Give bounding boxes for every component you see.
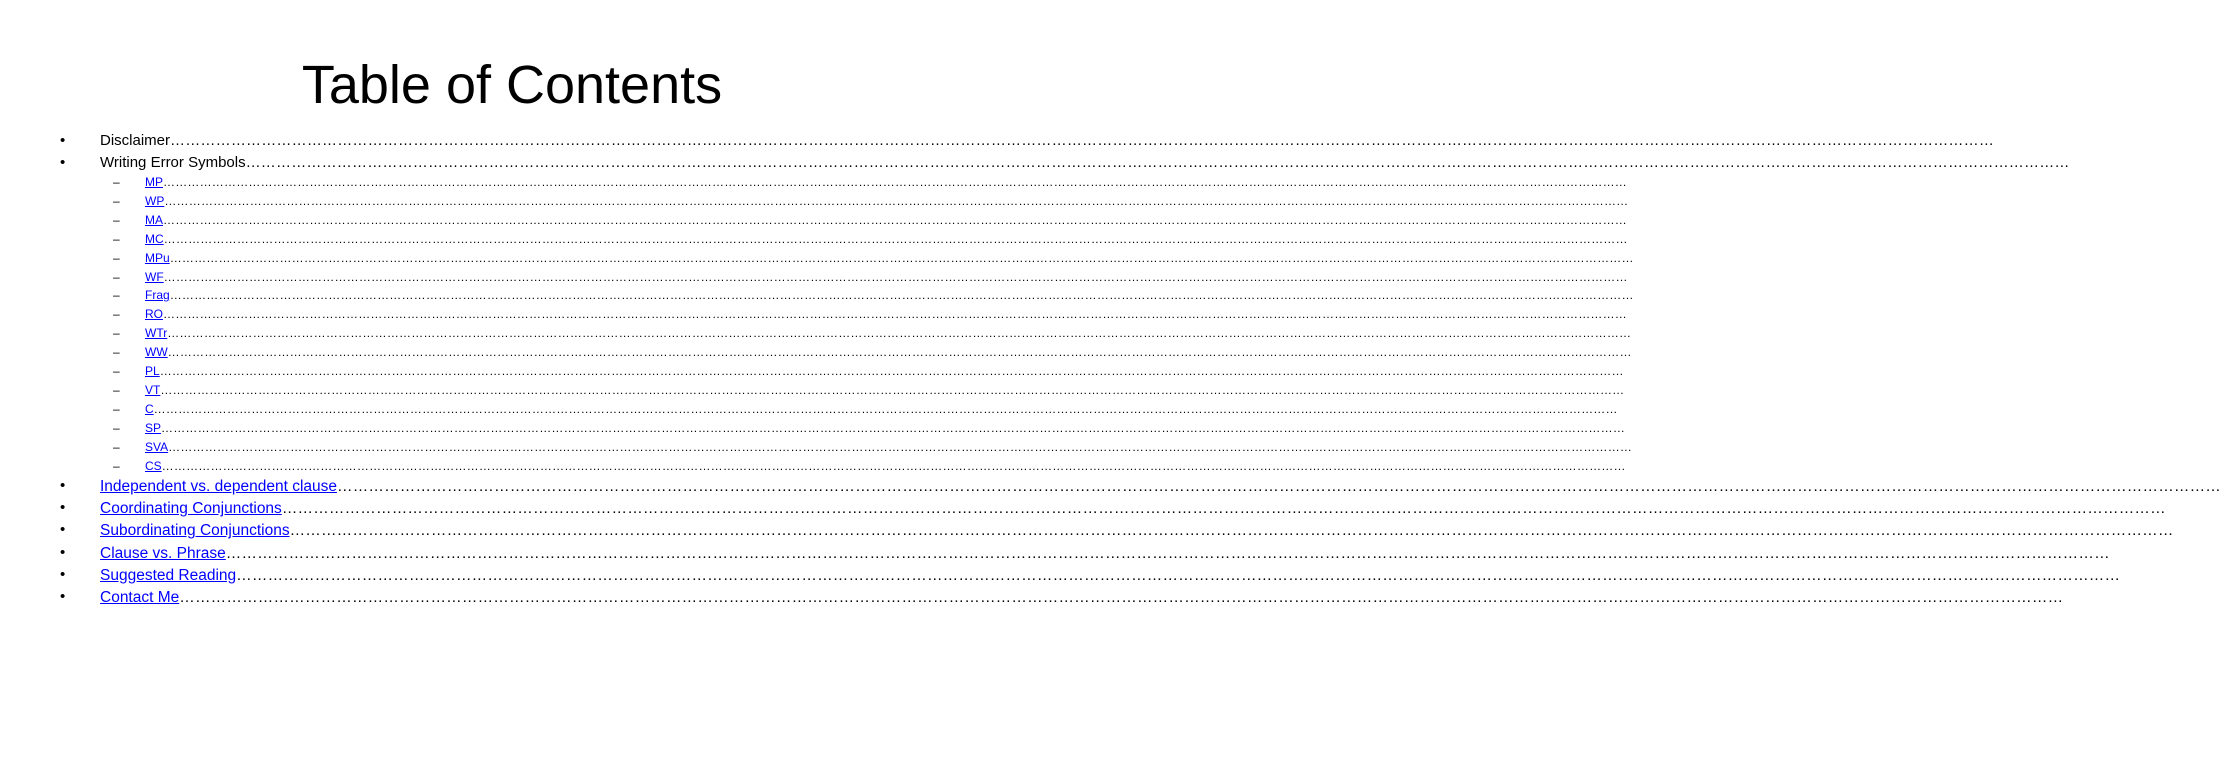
bullet-marker: • — [60, 154, 66, 171]
bullet-marker: • — [60, 543, 66, 561]
toc-entry-writing-error-symbols — [100, 153, 2070, 173]
dash-marker: – — [113, 212, 120, 227]
toc-entry-subordinating-conjunctions[interactable] — [100, 520, 2174, 541]
dot-leader: ……………………………………………………………………………………………………………………………………………………………………………………………………………………………………………………………………………………………………………………………… — [167, 345, 1632, 360]
toc-entry-coordinating-conjunctions[interactable] — [100, 498, 2166, 519]
toc-entry-sva[interactable] — [145, 439, 1633, 456]
toc-entry-label[interactable]: Frag — [145, 288, 170, 303]
toc-entry-mpu[interactable] — [145, 250, 1634, 267]
toc-entry-mp[interactable] — [145, 174, 1627, 191]
dash-marker: – — [113, 326, 120, 341]
toc-entry-label[interactable]: WW — [145, 345, 168, 360]
dash-marker: – — [113, 269, 120, 284]
dash-marker: – — [113, 250, 120, 265]
toc-entry-label: Disclaimer — [100, 132, 171, 149]
dash-marker: – — [113, 175, 120, 189]
toc-entry-label[interactable]: VT — [145, 382, 161, 397]
toc-entry-ww[interactable] — [145, 344, 1632, 361]
toc-entry-label[interactable]: SVA — [145, 439, 169, 454]
dot-leader: ……………………………………………………………………………………………………………………………………………………………………………………………………………………………………………………………………………………………………………………………… — [179, 589, 2064, 606]
toc-entry-ro[interactable] — [145, 306, 1627, 323]
toc-entry-pl[interactable] — [145, 363, 1624, 380]
toc-entry-label[interactable]: RO — [145, 307, 163, 322]
bullet-marker: • — [60, 499, 66, 517]
toc-entry-clause-vs-phrase[interactable] — [100, 543, 2110, 564]
dot-leader: ……………………………………………………………………………………………………………………………………………………………………………………………………………………………………………………………………………………………………………………………… — [163, 175, 1627, 189]
dot-leader: ……………………………………………………………………………………………………………………………………………………………………………………………………………………………………………………………………………………………………………………………… — [164, 193, 1629, 208]
toc-entry-label[interactable]: MP — [145, 175, 163, 189]
dot-leader: ……………………………………………………………………………………………………………………………………………………………………………………………………………………………………………………………………………………………………………………………… — [170, 132, 1995, 149]
toc-entry-label[interactable]: WTr — [145, 326, 168, 341]
dash-marker: – — [113, 458, 120, 473]
dot-leader: ……………………………………………………………………………………………………………………………………………………………………………………………………………………………………………………………………………………………………………………………… — [169, 250, 1634, 265]
dot-leader: ……………………………………………………………………………………………………………………………………………………………………………………………………………………………………………………………………………………………………………………………… — [169, 288, 1634, 303]
toc-entry-label[interactable]: MC — [145, 231, 164, 246]
dash-marker: – — [113, 401, 120, 416]
dot-leader: ……………………………………………………………………………………………………………………………………………………………………………………………………………………………………………………………………………………………………………………………… — [163, 231, 1628, 246]
toc-entry-suggested-reading[interactable] — [100, 565, 2121, 586]
toc-entry-label: Writing Error Symbols — [100, 154, 246, 171]
dot-leader: ……………………………………………………………………………………………………………………………………………………………………………………………………………………………………………………………………………………………………………………………… — [161, 420, 1626, 435]
toc-entry-label[interactable]: WP — [145, 193, 165, 208]
dot-leader: ……………………………………………………………………………………………………………………………………………………………………………………………………………………………………………………………………………………………………………………………… — [168, 439, 1633, 454]
toc-entry-label[interactable]: Clause vs. Phrase — [100, 544, 226, 562]
dot-leader: ……………………………………………………………………………………………………………………………………………………………………………………………………………………………………………………………………………………………………………………………… — [163, 212, 1627, 227]
dash-marker: – — [113, 364, 120, 378]
toc-entry-independent-vs-dependent-clause[interactable] — [100, 476, 2221, 497]
toc-entry-label[interactable]: Coordinating Conjunctions — [100, 500, 282, 518]
toc-entry-c[interactable] — [145, 401, 1618, 418]
dot-leader: ……………………………………………………………………………………………………………………………………………………………………………………………………………………………………………………………………………………………………………………………… — [160, 382, 1625, 397]
dash-marker: – — [113, 439, 120, 454]
toc-entry-mc[interactable] — [145, 231, 1628, 248]
toc-entry-label[interactable]: SP — [145, 420, 162, 435]
toc-entry-wf[interactable] — [145, 269, 1628, 286]
dot-leader: ……………………………………………………………………………………………………………………………………………………………………………………………………………………………………………………………………………………………………………………………… — [163, 307, 1627, 322]
toc-entry-label[interactable]: Suggested Reading — [100, 566, 237, 584]
dot-leader: ……………………………………………………………………………………………………………………………………………………………………………………………………………………………………………………………………………………………………………………………… — [167, 326, 1632, 341]
bullet-marker: • — [60, 521, 66, 539]
toc-entry-ma[interactable] — [145, 212, 1627, 229]
toc-entry-label[interactable]: CS — [145, 458, 162, 473]
toc-entry-cs[interactable] — [145, 458, 1626, 475]
dash-marker: – — [113, 231, 120, 246]
dot-leader: ……………………………………………………………………………………………………………………………………………………………………………………………………………………………………………………………………………………………………………………………… — [159, 364, 1624, 378]
dot-leader: ……………………………………………………………………………………………………………………………………………………………………………………………………………………………………………………………………………………………………………………………… — [225, 544, 2110, 562]
dash-marker: – — [113, 345, 120, 360]
toc-entry-label[interactable]: Subordinating Conjunctions — [100, 522, 290, 540]
toc-entry-vt[interactable] — [145, 382, 1625, 399]
dot-leader: ……………………………………………………………………………………………………………………………………………………………………………………………………………………………………………………………………………………………………………………………… — [245, 154, 2070, 171]
toc-entry-frag[interactable] — [145, 287, 1634, 304]
dot-leader: ……………………………………………………………………………………………………………………………………………………………………………………………………………………………………………………………………………………………………………………………… — [163, 269, 1628, 284]
toc-entry-label[interactable]: WF — [145, 269, 164, 284]
toc-entry-label[interactable]: Independent vs. dependent clause — [100, 478, 337, 495]
toc-entry-sp[interactable] — [145, 420, 1626, 437]
dot-leader: ……………………………………………………………………………………………………………………………………………………………………………………………………………………………………………………………………………………………………………………………… — [236, 566, 2121, 584]
dot-leader: ……………………………………………………………………………………………………………………………………………………………………………………………………………………………………………………………………………………………………………………………… — [153, 401, 1618, 416]
bullet-marker: • — [60, 477, 66, 494]
bullet-marker: • — [60, 588, 66, 605]
dash-marker: – — [113, 288, 120, 303]
slide-title: Table of Contents — [301, 55, 723, 115]
toc-entry-wtr[interactable] — [145, 325, 1632, 342]
dot-leader: ……………………………………………………………………………………………………………………………………………………………………………………………………………………………………………………………………………………………………………………………… — [337, 478, 2221, 495]
toc-entry-label[interactable]: PL — [145, 364, 160, 378]
toc-entry-wp[interactable] — [145, 193, 1629, 210]
toc-entry-contact-me[interactable] — [100, 587, 2064, 608]
toc-entry-disclaimer — [100, 131, 1995, 151]
bullet-marker: • — [60, 565, 66, 583]
toc-entry-label[interactable]: Contact Me — [100, 589, 180, 606]
toc-entry-label[interactable]: C — [145, 401, 154, 416]
dot-leader: ……………………………………………………………………………………………………………………………………………………………………………………………………………………………………………………………………………………………………………………………… — [289, 522, 2174, 540]
dash-marker: – — [113, 307, 120, 322]
toc-entry-label[interactable]: MA — [145, 212, 163, 227]
dot-leader: ……………………………………………………………………………………………………………………………………………………………………………………………………………………………………………………………………………………………………………………………… — [161, 458, 1626, 473]
toc-entry-label[interactable]: MPu — [145, 250, 170, 265]
dot-leader: ……………………………………………………………………………………………………………………………………………………………………………………………………………………………………………………………………………………………………………………………… — [281, 500, 2166, 518]
dash-marker: – — [113, 382, 120, 397]
dash-marker: – — [113, 420, 120, 435]
bullet-marker: • — [60, 132, 66, 149]
dash-marker: – — [113, 193, 120, 208]
